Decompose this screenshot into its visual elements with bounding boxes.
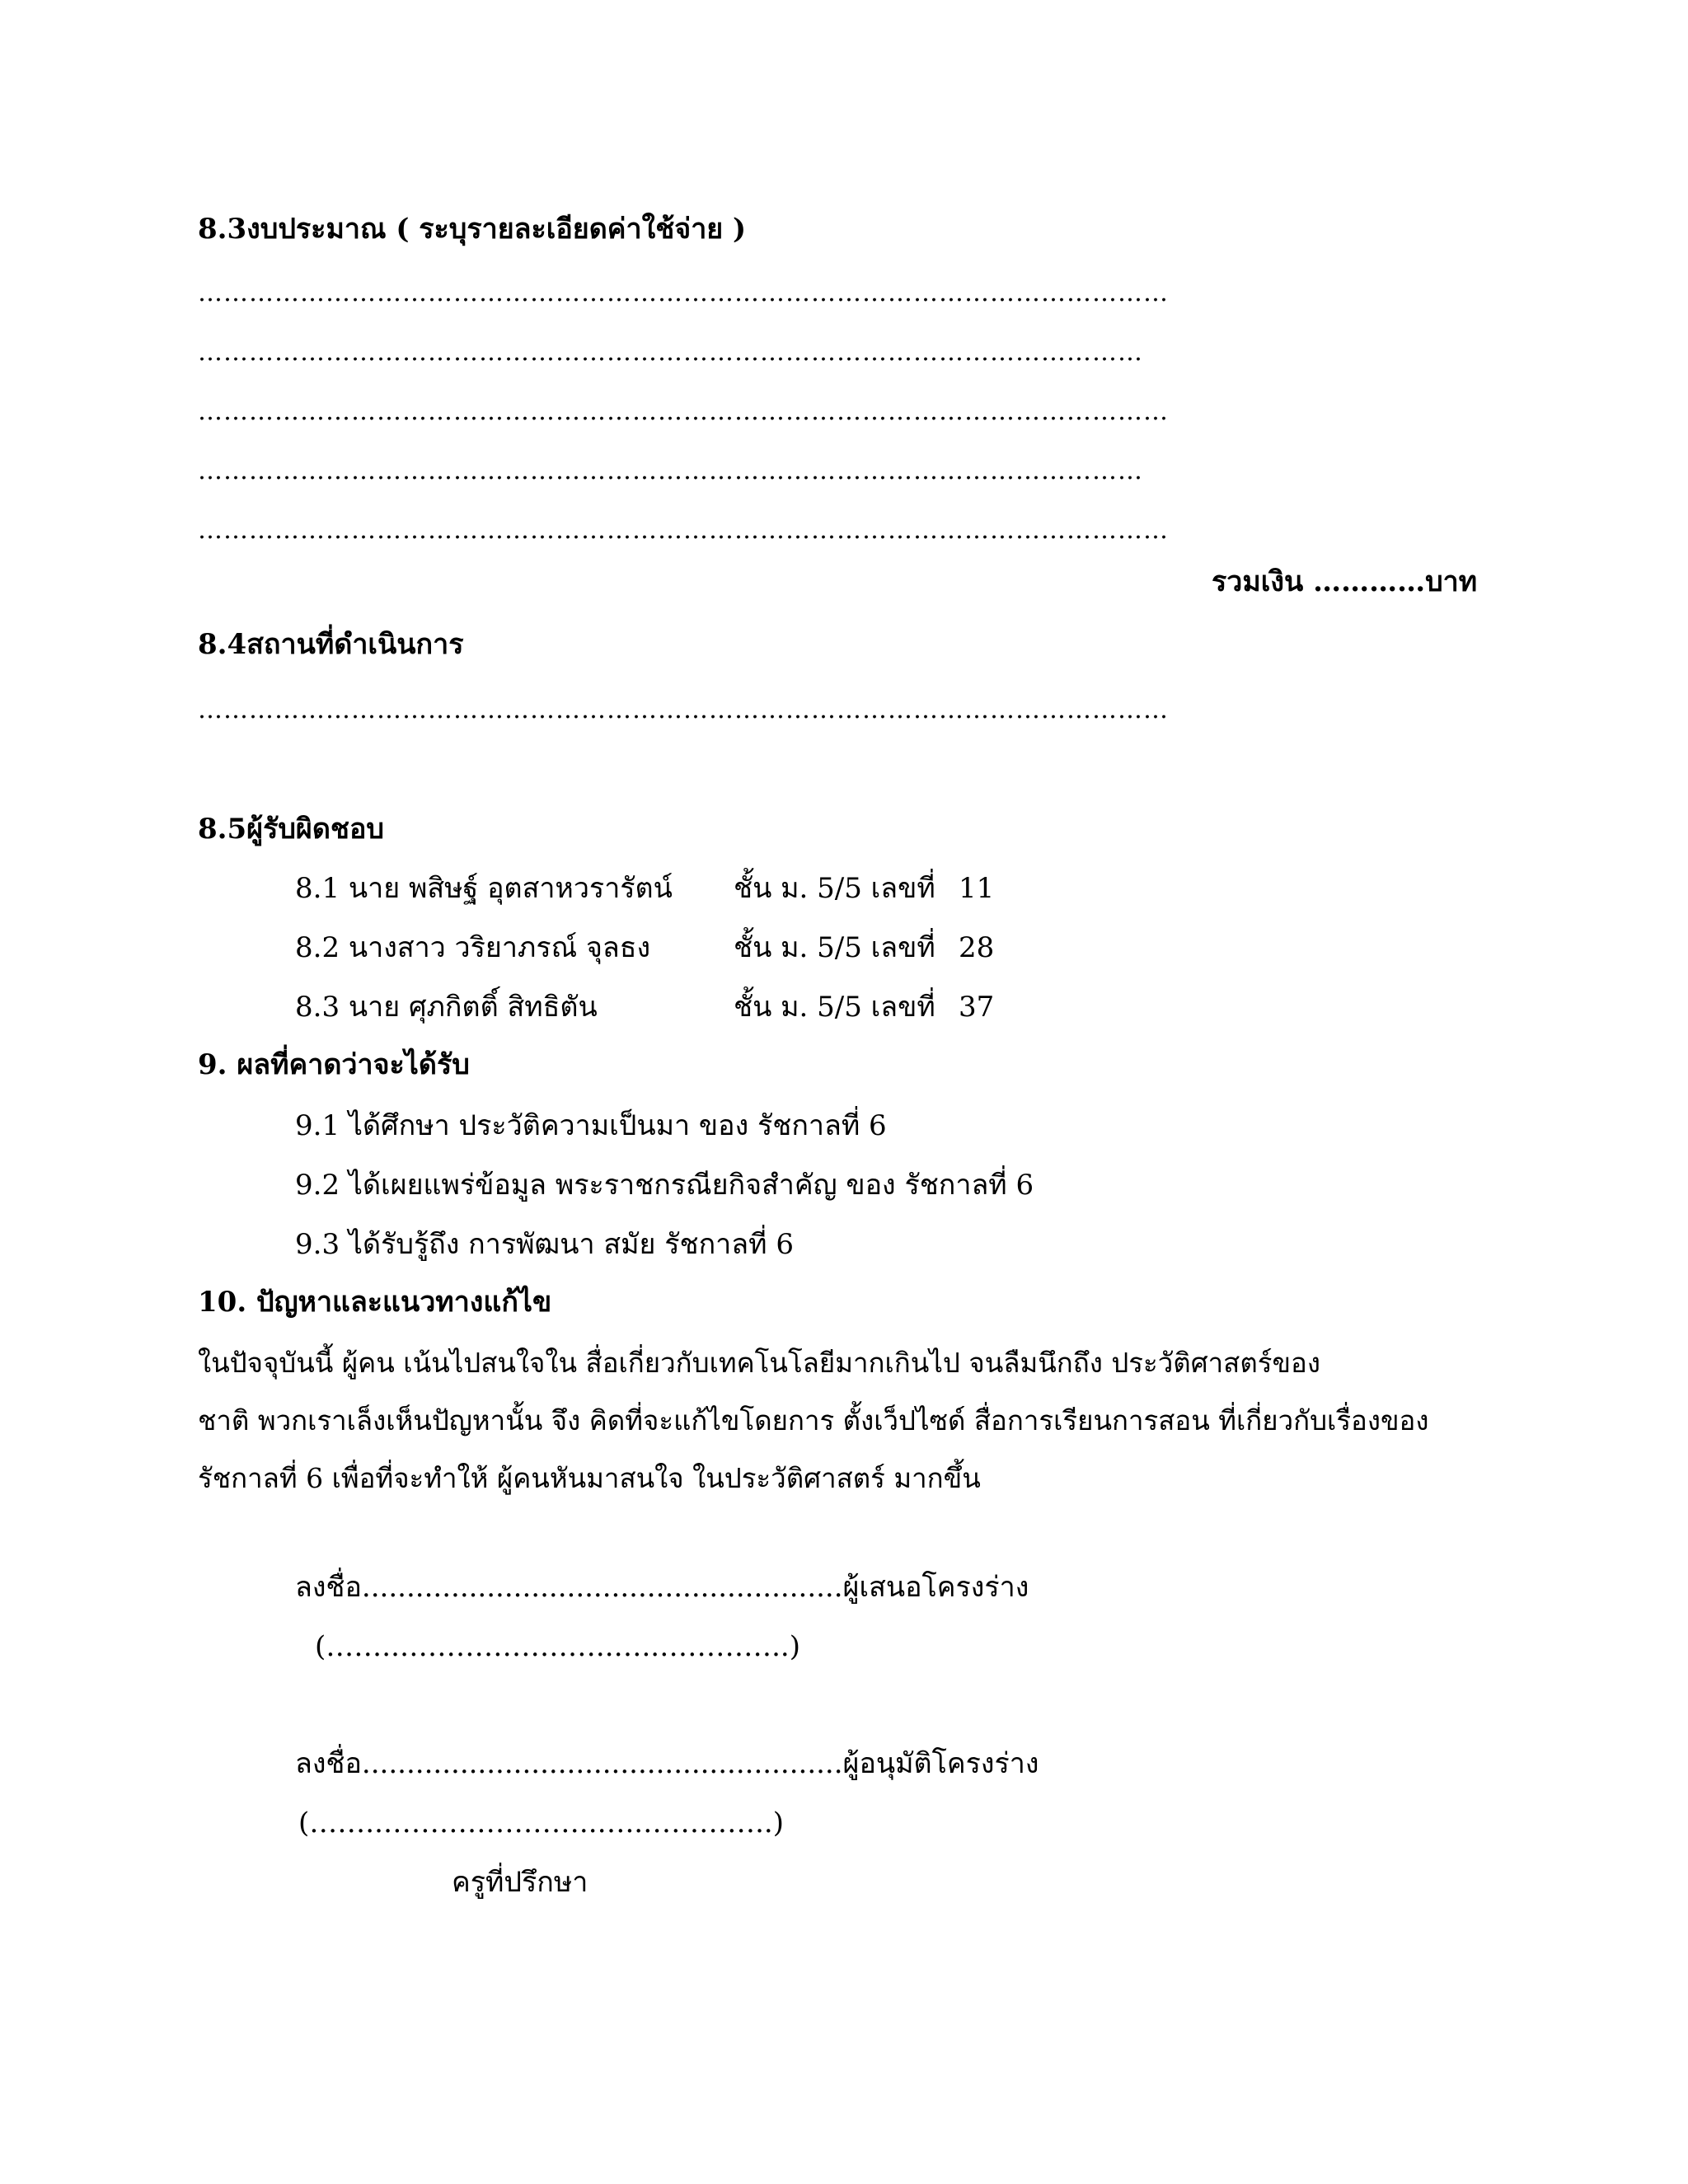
responsible-person-row xyxy=(295,870,1367,907)
budget-dot-line-5: …………………………………………………………………………………………………… xyxy=(198,516,1169,545)
person-class: ชั้น ม. 5/5 เลขที่ xyxy=(734,931,935,964)
person-name: 8.1 นาย พสิษฐ์ อุตสาหวรารัตน์ xyxy=(295,872,673,905)
location-heading: 8.4สถานที่ดำเนินการ xyxy=(198,628,464,661)
person-number: 28 xyxy=(959,931,995,964)
responsible-person-row xyxy=(295,989,1367,1025)
person-name: 8.2 นางสาว วริยาภรณ์ จุลธง xyxy=(295,931,651,964)
responsible-person-row xyxy=(295,930,1367,966)
expected-item: 9.2 ได้เผยแพร่ข้อมูล พระราชกรณียกิจสำคัญ ของ รัชกาลที่ 6 xyxy=(295,1169,1034,1202)
person-name: 8.3 นาย ศุภกิตติ์ สิทธิตัน xyxy=(295,991,598,1024)
budget-heading: 8.3งบประมาณ ( ระบุรายละเอียดค่าใช้จ่าย ) xyxy=(198,213,747,246)
person-class: ชั้น ม. 5/5 เลขที่ xyxy=(734,991,935,1024)
budget-dot-line-4: ………………………………………………………………………………………………… xyxy=(198,457,1143,485)
problems-heading: 10. ปัญหาและแนวทางแก้ไข xyxy=(198,1286,552,1319)
budget-total: รวมเงิน …………บาท xyxy=(1212,565,1478,598)
problems-paragraph-line: ชาติ พวกเราเล็งเห็นปัญหานั้น จึง คิดที่จะแก้ไขโดยการ ตั้งเว็ปไซด์ สื่อการเรียนการสอน ที่เกี่ยวกับเรื่องของ xyxy=(198,1404,1429,1436)
budget-dot-line-1: …………………………………………………………………………………………………… xyxy=(198,279,1169,307)
approver-name-paren: (……..…………………..…..…………..) xyxy=(298,1807,784,1840)
person-number: 37 xyxy=(959,991,995,1024)
approver-title: ครูที่ปรึกษา xyxy=(452,1866,588,1899)
budget-dot-line-3: …………………………………………………………………………………………………… xyxy=(198,397,1169,426)
expected-heading: 9. ผลที่คาดว่าจะได้รับ xyxy=(198,1048,470,1081)
proposer-signature-line: ลงชื่อ......................................................ผู้เสนอโครงร่าง xyxy=(295,1571,1029,1604)
budget-dot-line-2: ………………………………………………………………………………………………… xyxy=(198,338,1143,367)
approver-signature-line: ลงชื่อ......................................................ผู้อนุมัติโครงร่าง xyxy=(295,1747,1039,1780)
expected-item: 9.1 ได้ศึกษา ประวัติความเป็นมา ของ รัชกาลที่ 6 xyxy=(295,1109,887,1142)
expected-item: 9.3 ได้รับรู้ถึง การพัฒนา สมัย รัชกาลที่ 6 xyxy=(295,1228,794,1261)
location-dot-line: …………………………………………………………………………………………………… xyxy=(198,696,1169,724)
problems-paragraph-line: ในปัจจุบันนี้ ผู้คน เน้นไปสนใจใน สื่อเกี่ยวกับเทคโนโลยีมากเกินไป จนลืมนึกถึง ประวัติศาสตร์ของ xyxy=(198,1347,1320,1379)
person-class: ชั้น ม. 5/5 เลขที่ xyxy=(734,872,935,905)
proposer-name-paren: (……..…………………..…..…………..) xyxy=(315,1630,800,1663)
problems-paragraph-line: รัชกาลที่ 6 เพื่อที่จะทำให้ ผู้คนหันมาสนใจ ในประวัติศาสตร์ มากขึ้น xyxy=(198,1462,981,1494)
person-number: 11 xyxy=(959,872,995,905)
responsible-heading: 8.5ผู้รับผิดชอบ xyxy=(198,813,384,846)
